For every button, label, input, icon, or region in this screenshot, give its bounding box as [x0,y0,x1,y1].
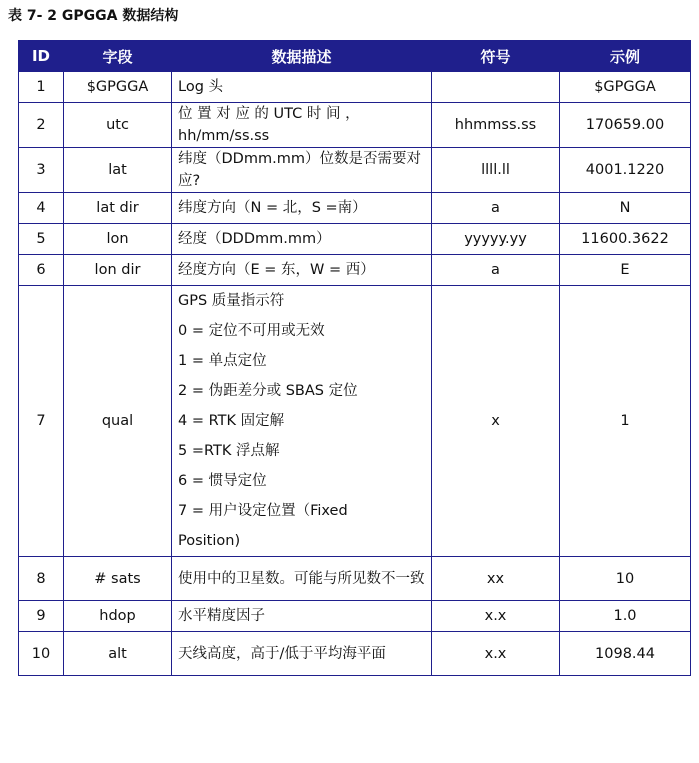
cell-field: qual [64,286,172,557]
cell-field: lat dir [64,193,172,224]
header-field: 字段 [64,41,172,72]
cell-field: lon dir [64,255,172,286]
cell-id: 9 [19,601,64,632]
cell-id: 6 [19,255,64,286]
qual-line: 2 = 伪距差分或 SBAS 定位 [178,383,358,399]
cell-example: 1098.44 [560,632,691,676]
cell-id: 7 [19,286,64,557]
cell-desc: 水平精度因子 [172,601,432,632]
qual-line: 1 = 单点定位 [178,353,267,369]
cell-id: 5 [19,224,64,255]
qual-line: 7 = 用户设定位置（Fixed [178,503,348,519]
table-header-row [19,41,691,72]
cell-symbol: xx [432,557,560,601]
table-row [19,601,691,632]
header-example: 示例 [560,41,691,72]
cell-symbol: a [432,193,560,224]
gpgga-table [18,40,691,676]
cell-symbol: x.x [432,601,560,632]
cell-desc: 位 置 对 应 的 UTC 时 间 ，hh/mm/ss.ss [172,103,432,148]
cell-id: 8 [19,557,64,601]
cell-example: E [560,255,691,286]
qual-line: Position) [178,533,241,549]
cell-id: 1 [19,72,64,103]
cell-id: 10 [19,632,64,676]
cell-desc [172,286,432,557]
cell-example: 4001.1220 [560,148,691,193]
cell-id: 3 [19,148,64,193]
table-row [19,286,691,557]
cell-example: $GPGGA [560,72,691,103]
cell-field: lat [64,148,172,193]
cell-symbol: hhmmss.ss [432,103,560,148]
cell-example: 11600.3622 [560,224,691,255]
qual-line: 5 =RTK 浮点解 [178,443,280,459]
table-row [19,255,691,286]
cell-desc: 纬度方向（N = 北，S =南） [172,193,432,224]
cell-id: 2 [19,103,64,148]
qual-line: 0 = 定位不可用或无效 [178,323,325,339]
cell-id: 4 [19,193,64,224]
cell-example: 1.0 [560,601,691,632]
cell-symbol: x.x [432,632,560,676]
table-caption: 表 7- 2 GPGGA 数据结构 [8,8,179,24]
cell-symbol: a [432,255,560,286]
cell-example: 1 [560,286,691,557]
table-row [19,224,691,255]
cell-symbol: llll.ll [432,148,560,193]
table-row [19,72,691,103]
cell-example: 10 [560,557,691,601]
qual-line: 6 = 惯导定位 [178,473,267,489]
qual-line: GPS 质量指示符 [178,293,285,309]
table-row [19,193,691,224]
cell-desc: 纬度（DDmm.mm）位数是否需要对应? [172,148,432,193]
cell-symbol [432,72,560,103]
header-id: ID [19,41,64,72]
qual-line: 4 = RTK 固定解 [178,413,285,429]
header-desc: 数据描述 [172,41,432,72]
table-row [19,103,691,148]
cell-desc: 使用中的卫星数。可能与所见数不一致 [172,557,432,601]
cell-field: hdop [64,601,172,632]
cell-desc: Log 头 [172,72,432,103]
cell-symbol: x [432,286,560,557]
cell-field: utc [64,103,172,148]
cell-desc: 天线高度，高于/低于平均海平面 [172,632,432,676]
cell-field: $GPGGA [64,72,172,103]
cell-field: # sats [64,557,172,601]
table-row [19,148,691,193]
cell-field: lon [64,224,172,255]
cell-desc: 经度方向（E = 东，W = 西） [172,255,432,286]
cell-desc: 经度（DDDmm.mm） [172,224,432,255]
cell-symbol: yyyyy.yy [432,224,560,255]
cell-example: N [560,193,691,224]
cell-example: 170659.00 [560,103,691,148]
cell-field: alt [64,632,172,676]
header-symbol: 符号 [432,41,560,72]
table-row [19,632,691,676]
table-row [19,557,691,601]
